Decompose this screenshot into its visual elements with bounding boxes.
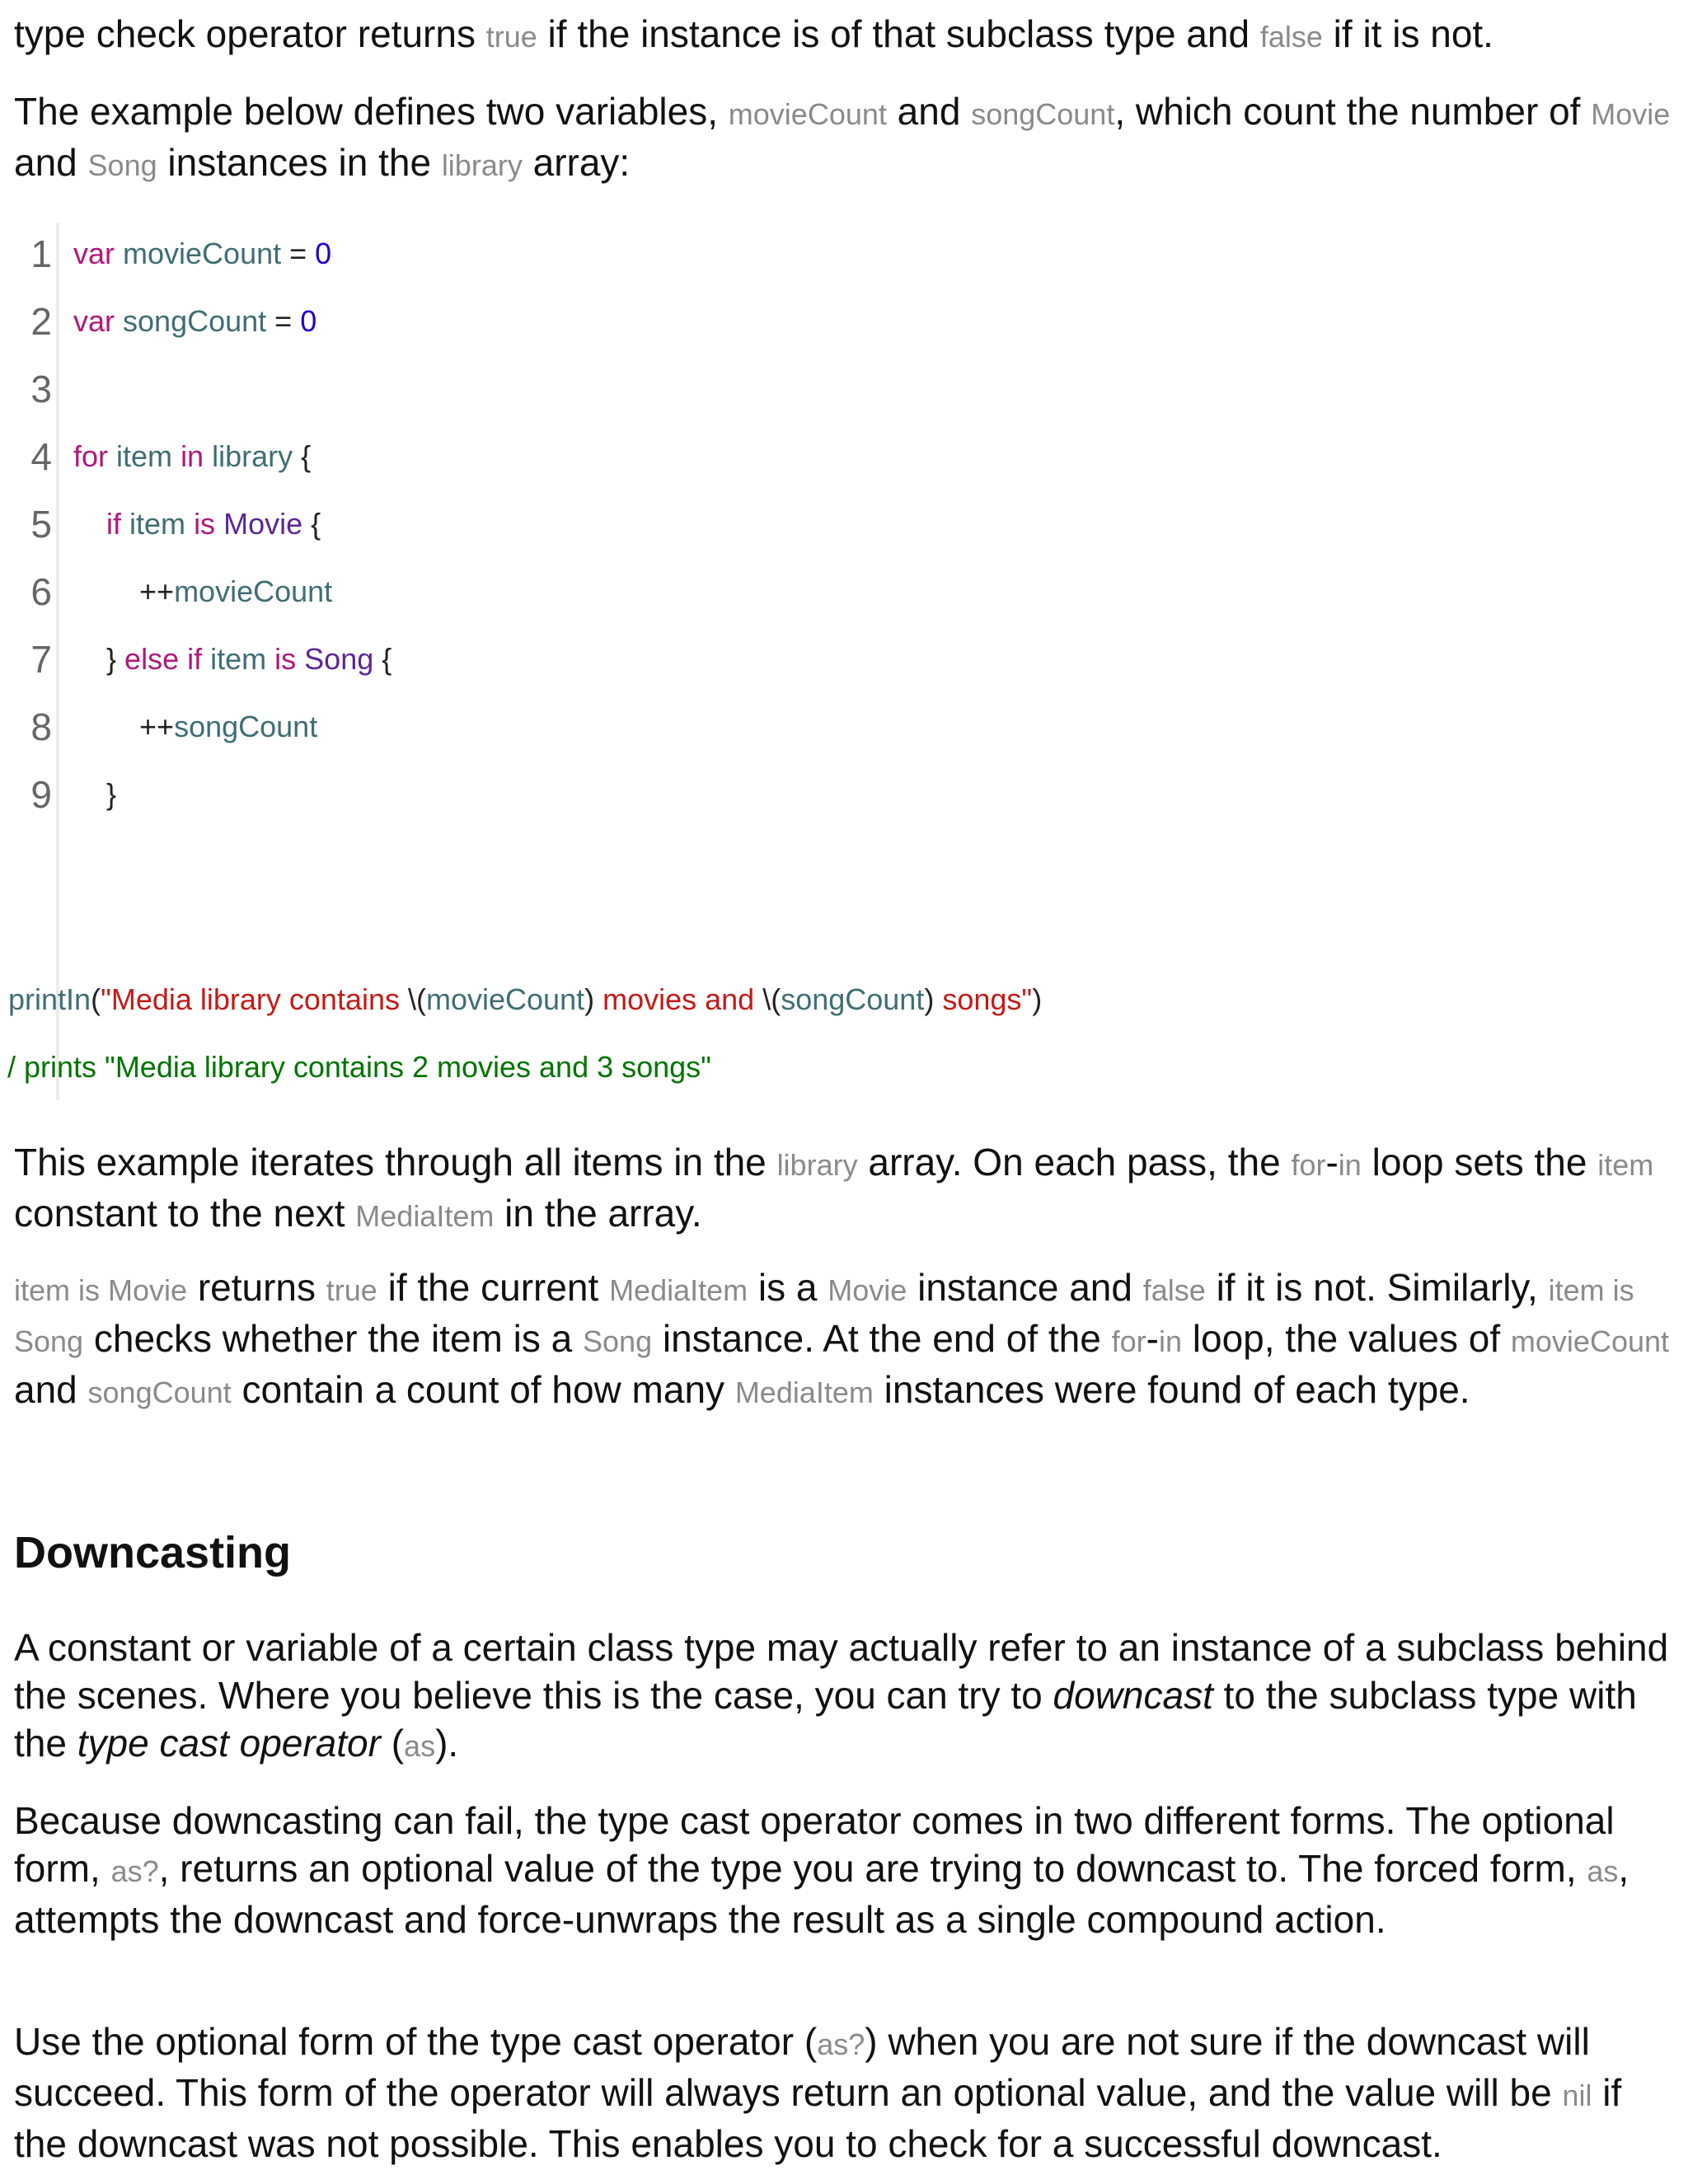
code-token: if	[187, 642, 203, 676]
code-token: ++	[73, 710, 175, 743]
line-number: 7	[30, 638, 52, 681]
code-line	[14, 567, 1036, 616]
emphasis-term: downcast	[1053, 1674, 1213, 1717]
inline-code: movieCount	[728, 97, 887, 131]
inline-code: MediaItem	[355, 1199, 495, 1233]
inline-code: for	[1291, 1148, 1326, 1182]
code-token: is	[194, 507, 216, 541]
code-token: in	[181, 439, 204, 473]
code-token	[172, 439, 181, 473]
inline-code: MediaItem	[609, 1273, 748, 1307]
intro-paragraph-1: type check operator returns true if the instance is of that subclass type and false if it is not.	[14, 12, 1493, 55]
code-token: item	[210, 642, 267, 676]
inline-code: songCount	[87, 1376, 232, 1409]
code-text	[73, 770, 116, 819]
emphasis-term: type cast operator	[77, 1722, 381, 1765]
code-token: item	[116, 439, 173, 473]
code-token: "Media library contains	[101, 982, 408, 1016]
code-line	[14, 364, 1036, 414]
inline-code: true	[326, 1273, 377, 1307]
code-token	[202, 642, 210, 676]
code-token: songs"	[934, 982, 1033, 1016]
code-token: )	[1032, 982, 1043, 1016]
line-number: 9	[30, 773, 52, 816]
code-line	[14, 499, 1036, 549]
code-text	[73, 702, 317, 752]
code-text	[73, 635, 392, 684]
code-token: 0	[300, 304, 317, 338]
inline-code: in	[1158, 1324, 1182, 1358]
code-line	[14, 635, 1036, 684]
code-token: songCount	[174, 710, 318, 743]
code-line	[14, 432, 1036, 481]
code-token	[115, 237, 123, 270]
code-token: else	[124, 642, 180, 676]
code-token: library	[212, 439, 293, 473]
inline-code: as?	[110, 1854, 159, 1888]
section-heading: Downcasting	[14, 1528, 292, 1577]
code-line	[14, 229, 1036, 279]
inline-code: library	[776, 1148, 858, 1182]
code-token	[296, 642, 304, 676]
code-token: {	[302, 507, 321, 541]
code-token: / prints "Media library contains 2 movies and 3 songs"	[7, 1050, 711, 1084]
inline-code: library	[441, 148, 523, 182]
code-token: if	[106, 507, 122, 541]
code-token: var	[73, 237, 115, 270]
inline-code: true	[485, 20, 537, 54]
line-number: 5	[30, 503, 52, 546]
code-token: var	[73, 304, 115, 338]
inline-code: songCount	[971, 97, 1115, 131]
code-token	[215, 507, 223, 541]
code-token: ++	[73, 574, 175, 608]
code-token: is	[274, 642, 297, 676]
code-token: songCount	[123, 304, 267, 338]
code-token	[266, 642, 274, 676]
inline-code: Song	[87, 148, 157, 182]
inline-code: false	[1259, 20, 1323, 54]
line-number: 2	[30, 300, 52, 343]
code-line	[8, 975, 1043, 1024]
line-number: 6	[30, 570, 52, 613]
code-token: Movie	[223, 507, 303, 541]
code-token: Song	[304, 642, 374, 676]
inline-code: item is Movie	[14, 1273, 188, 1307]
code-token: }	[73, 777, 117, 811]
code-token	[108, 439, 116, 473]
code-text	[73, 432, 311, 481]
downcast-paragraph-1: A constant or variable of a certain class type may actually refer to an instance of a subclass behind the scenes. Where you believe this is the case, you can try to downcast to the subclass type with the type cast operator (as).	[14, 1626, 1669, 1765]
code-token: \(	[762, 982, 781, 1016]
code-token: movies and	[594, 982, 763, 1016]
code-token	[185, 507, 194, 541]
code-token: )	[924, 982, 935, 1016]
code-line	[14, 297, 1036, 346]
code-text	[73, 297, 316, 346]
line-number: 1	[30, 232, 52, 275]
code-line	[14, 702, 1036, 752]
inline-code: in	[1338, 1148, 1362, 1182]
code-token	[115, 304, 123, 338]
inline-code: false	[1142, 1273, 1206, 1307]
inline-code: as	[1587, 1854, 1619, 1888]
downcast-paragraph-2: Because downcasting can fail, the type cast operator comes in two different forms. The optional form, as?, returns an optional value of the type you are trying to downcast to. The forced form, as, attempts the downcast and force-unwraps the result as a single compound action.	[14, 1799, 1629, 1941]
code-token: item	[129, 507, 186, 541]
inline-code: Movie	[828, 1273, 907, 1307]
code-token: movieCount	[426, 982, 585, 1016]
code-token: {	[293, 439, 312, 473]
code-token: printIn	[8, 982, 91, 1016]
code-text	[73, 567, 332, 616]
line-number: 4	[30, 435, 52, 478]
inline-code: MediaItem	[734, 1376, 874, 1409]
code-token: 0	[315, 237, 332, 270]
code-listing	[7, 223, 1043, 1100]
code-text	[7, 1043, 711, 1092]
code-line	[14, 770, 1036, 819]
line-number: 3	[30, 368, 52, 410]
iteration-paragraph: This example iterates through all items in the library array. On each pass, the for-in loop sets the item constant to the next MediaItem in the array.	[14, 1141, 1654, 1235]
downcast-paragraph-3: Use the optional form of the type cast operator (as?) when you are not sure if the downcast will succeed. This form of the operator will always return an optional value, and the value will be nil if the downcast was not possible. This enables you to check for a successful downcast.	[14, 2020, 1622, 2165]
code-token: songCount	[781, 982, 925, 1016]
inline-code: item is Song	[14, 1273, 1634, 1358]
code-token: movieCount	[174, 574, 333, 608]
type-check-paragraph: item is Movie returns true if the current MediaItem is a Movie instance and false if it is not. Similarly, item is Song checks whether the item is a Song instance. At the end of the for-in loop, the values of movieCount and songCount contain a count of how many MediaItem instances were found of each type.	[14, 1266, 1670, 1411]
inline-code: Movie	[1591, 97, 1671, 131]
code-token: {	[373, 642, 392, 676]
code-token	[204, 439, 212, 473]
code-token: )	[584, 982, 595, 1016]
line-number: 8	[30, 705, 52, 748]
code-text	[73, 499, 321, 549]
code-token	[121, 507, 129, 541]
inline-code: item	[1597, 1148, 1654, 1182]
code-token	[73, 507, 106, 541]
inline-code: as	[404, 1729, 436, 1763]
code-token: }	[73, 642, 125, 676]
inline-code: as?	[817, 2027, 865, 2061]
code-token: =	[266, 304, 301, 338]
code-token: for	[73, 439, 109, 473]
code-token: \(	[408, 982, 426, 1016]
code-text	[73, 229, 331, 279]
code-text	[8, 975, 1042, 1024]
code-token: movieCount	[123, 237, 282, 270]
inline-code: movieCount	[1510, 1324, 1670, 1358]
inline-code: Song	[583, 1324, 653, 1358]
intro-paragraph-2: The example below defines two variables, movieCount and songCount, which count the number of Movie and Song instances in the library array:	[14, 90, 1671, 184]
inline-code: nil	[1562, 2079, 1592, 2112]
inline-code: for	[1111, 1324, 1146, 1358]
code-token: (	[91, 982, 101, 1016]
code-token: =	[281, 237, 316, 270]
code-line	[7, 1043, 1036, 1092]
code-token	[179, 642, 187, 676]
